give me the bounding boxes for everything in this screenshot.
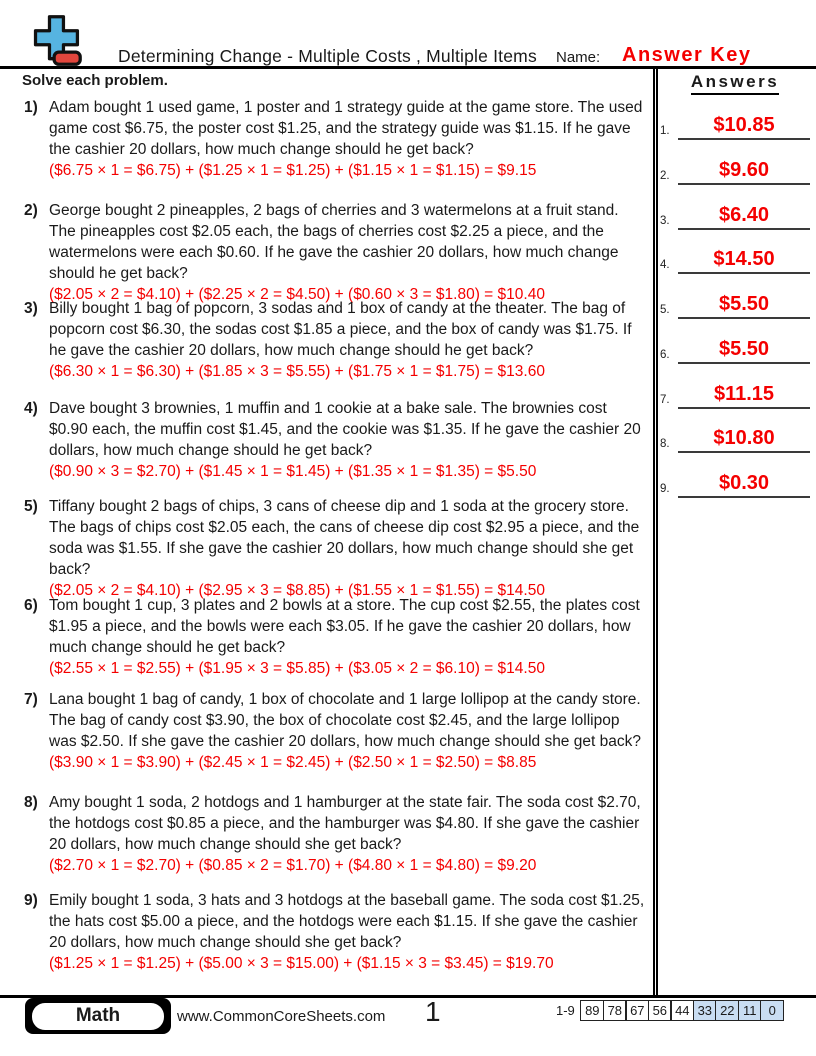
problem-work: ($6.75 × 1 = $6.75) + ($1.25 × 1 = $1.25) + ($1.15 × 1 = $1.15) = $9.15 bbox=[49, 162, 537, 179]
math-subject-label: Math bbox=[32, 1003, 164, 1030]
problem-work: ($6.30 × 1 = $6.30) + ($1.85 × 3 = $5.55) + ($1.75 × 1 = $1.75) = $13.60 bbox=[49, 363, 545, 380]
answer-2 bbox=[660, 145, 810, 185]
problem-number: 6) bbox=[24, 597, 38, 614]
answer-5 bbox=[660, 279, 810, 319]
answers-heading bbox=[660, 72, 810, 95]
answer-value: $5.50 bbox=[678, 338, 810, 364]
score-cell: 89 bbox=[580, 1000, 604, 1021]
answer-3 bbox=[660, 190, 810, 230]
problem-work: ($0.90 × 3 = $2.70) + ($1.45 × 1 = $1.45) + ($1.35 × 1 = $1.35) = $5.50 bbox=[49, 463, 537, 480]
answer-9 bbox=[660, 458, 810, 498]
problem-5 bbox=[24, 496, 646, 601]
problem-text: Tom bought 1 cup, 3 plates and 2 bowls at a store. The cup cost $2.55, the plates cost $1.95 a piece, and the bowls were each $3.05. If he gave the cashier 20 dollars, how much change should he get back? bbox=[49, 597, 640, 656]
problem-text: Tiffany bought 2 bags of chips, 3 cans of cheese dip and 1 soda at the grocery store. The bags of chips cost $2.05 each, the cans of cheese dip cost $2.95 a piece, and the soda was $1.55. If she gave the cashier 20 dollars, how much change should she get back? bbox=[49, 498, 640, 578]
problem-text: Amy bought 1 soda, 2 hotdogs and 1 hamburger at the state fair. The soda cost $2.70, the hotdogs cost $0.85 a piece, and the hamburger was $4.80. If she gave the cashier 20 dollars, how much change should she get back? bbox=[49, 794, 641, 853]
score-cell: 11 bbox=[738, 1000, 762, 1021]
problem-number: 8) bbox=[24, 794, 38, 811]
problem-number: 2) bbox=[24, 202, 38, 219]
answers-heading-label: Answers bbox=[691, 72, 779, 95]
answer-number: 8. bbox=[660, 438, 670, 450]
score-range-label: 1-9 bbox=[556, 1003, 575, 1018]
answer-value: $14.50 bbox=[678, 248, 810, 274]
problem-text: Lana bought 1 bag of candy, 1 box of chocolate and 1 large lollipop at the candy store. The bag of candy cost $3.90, the box of chocolate cost $2.45, and the large lollipop was $2.50. If she gave the cashier 20 dollars, how much change should she get back? bbox=[49, 691, 641, 750]
problem-text: Emily bought 1 soda, 3 hats and 3 hotdogs at the baseball game. The soda cost $1.25, the hats cost $5.00 a piece, and the hotdogs were each $1.15. If she gave the cashier 20 dollars, how much change should she get back? bbox=[49, 892, 645, 951]
answer-1 bbox=[660, 100, 810, 140]
score-strip bbox=[556, 1000, 784, 1021]
problem-2 bbox=[24, 200, 646, 305]
answer-number: 6. bbox=[660, 349, 670, 361]
problem-text: Dave bought 3 brownies, 1 muffin and 1 cookie at a bake sale. The brownies cost $0.90 each, the muffin cost $1.45, and the cookie was $1.35. If he gave the cashier 20 dollars, how much change should he get back? bbox=[49, 400, 641, 459]
problem-work: ($1.25 × 1 = $1.25) + ($5.00 × 3 = $15.00) + ($1.15 × 3 = $3.45) = $19.70 bbox=[49, 955, 554, 972]
answer-number: 4. bbox=[660, 259, 670, 271]
answer-7 bbox=[660, 369, 810, 409]
answer-number: 5. bbox=[660, 304, 670, 316]
worksheet-title: Determining Change - Multiple Costs , Multiple Items bbox=[118, 46, 537, 66]
score-cell: 0 bbox=[760, 1000, 784, 1021]
answer-number: 3. bbox=[660, 215, 670, 227]
problem-work: ($2.55 × 1 = $2.55) + ($1.95 × 3 = $5.85) + ($3.05 × 2 = $6.10) = $14.50 bbox=[49, 660, 545, 677]
score-table bbox=[582, 1000, 785, 1021]
answer-value: $9.60 bbox=[678, 159, 810, 185]
problem-number: 5) bbox=[24, 498, 38, 515]
problem-work: ($3.90 × 1 = $3.90) + ($2.45 × 1 = $2.45) + ($2.50 × 1 = $2.50) = $8.85 bbox=[49, 754, 537, 771]
problem-1 bbox=[24, 97, 646, 181]
score-cell: 78 bbox=[603, 1000, 627, 1021]
answer-value: $11.15 bbox=[678, 383, 810, 409]
problem-number: 3) bbox=[24, 300, 38, 317]
problem-work: ($2.05 × 2 = $4.10) + ($2.25 × 2 = $4.50) + ($0.60 × 3 = $1.80) = $10.40 bbox=[49, 286, 545, 303]
answer-value: $10.80 bbox=[678, 427, 810, 453]
answer-number: 7. bbox=[660, 394, 670, 406]
commoncoresheets-logo-icon bbox=[28, 14, 84, 68]
problem-number: 1) bbox=[24, 99, 38, 116]
answer-number: 9. bbox=[660, 483, 670, 495]
website-url: www.CommonCoreSheets.com bbox=[177, 1008, 386, 1025]
score-cell: 67 bbox=[625, 1000, 649, 1021]
score-cell: 33 bbox=[693, 1000, 717, 1021]
name-label: Name: bbox=[556, 49, 601, 66]
problem-8 bbox=[24, 792, 646, 876]
answer-value: $6.40 bbox=[678, 204, 810, 230]
problem-9 bbox=[24, 890, 646, 974]
problem-text: George bought 2 pineapples, 2 bags of cherries and 3 watermelons at a fruit stand. The pineapples cost $2.05 each, the bags of cherries cost $2.25 a piece, and the watermelons were each $0.60. If he gave the cashier 20 dollars, how much change should he get back? bbox=[49, 202, 619, 282]
problem-7 bbox=[24, 689, 646, 773]
score-cell: 44 bbox=[670, 1000, 694, 1021]
page-number: 1 bbox=[425, 996, 441, 1027]
problem-text: Adam bought 1 used game, 1 poster and 1 strategy guide at the game store. The used game cost $6.75, the poster cost $1.25, and the strategy guide was $1.15. If he gave the cashier 20 dollars, how much change should he get back? bbox=[49, 99, 643, 158]
problem-6 bbox=[24, 595, 646, 679]
answer-value: $0.30 bbox=[678, 472, 810, 498]
problem-number: 7) bbox=[24, 691, 38, 708]
problem-number: 9) bbox=[24, 892, 38, 909]
instructions-text: Solve each problem. bbox=[22, 72, 168, 89]
problem-3 bbox=[24, 298, 646, 382]
answer-6 bbox=[660, 324, 810, 364]
problem-work: ($2.70 × 1 = $2.70) + ($0.85 × 2 = $1.70) + ($4.80 × 1 = $4.80) = $9.20 bbox=[49, 857, 537, 874]
problem-4 bbox=[24, 398, 646, 482]
score-cell: 56 bbox=[648, 1000, 672, 1021]
answer-number: 1. bbox=[660, 125, 670, 137]
answer-number: 2. bbox=[660, 170, 670, 182]
answer-4 bbox=[660, 234, 810, 274]
answers-column-divider bbox=[653, 69, 658, 996]
problem-number: 4) bbox=[24, 400, 38, 417]
answer-8 bbox=[660, 413, 810, 453]
math-subject-badge bbox=[25, 998, 171, 1034]
answer-value: $10.85 bbox=[678, 114, 810, 140]
answer-value: $5.50 bbox=[678, 293, 810, 319]
header-divider bbox=[0, 66, 816, 69]
score-cell: 22 bbox=[715, 1000, 739, 1021]
answer-key-text: Answer Key bbox=[622, 44, 752, 66]
problem-work: ($2.05 × 2 = $4.10) + ($2.95 × 3 = $8.85) + ($1.55 × 1 = $1.55) = $14.50 bbox=[49, 582, 545, 599]
problem-text: Billy bought 1 bag of popcorn, 3 sodas and 1 box of candy at the theater. The bag of popcorn cost $6.30, the sodas cost $1.85 a piece, and the box of candy was $1.75. If he gave the cashier 20 dollars, how much change should he get back? bbox=[49, 300, 632, 359]
